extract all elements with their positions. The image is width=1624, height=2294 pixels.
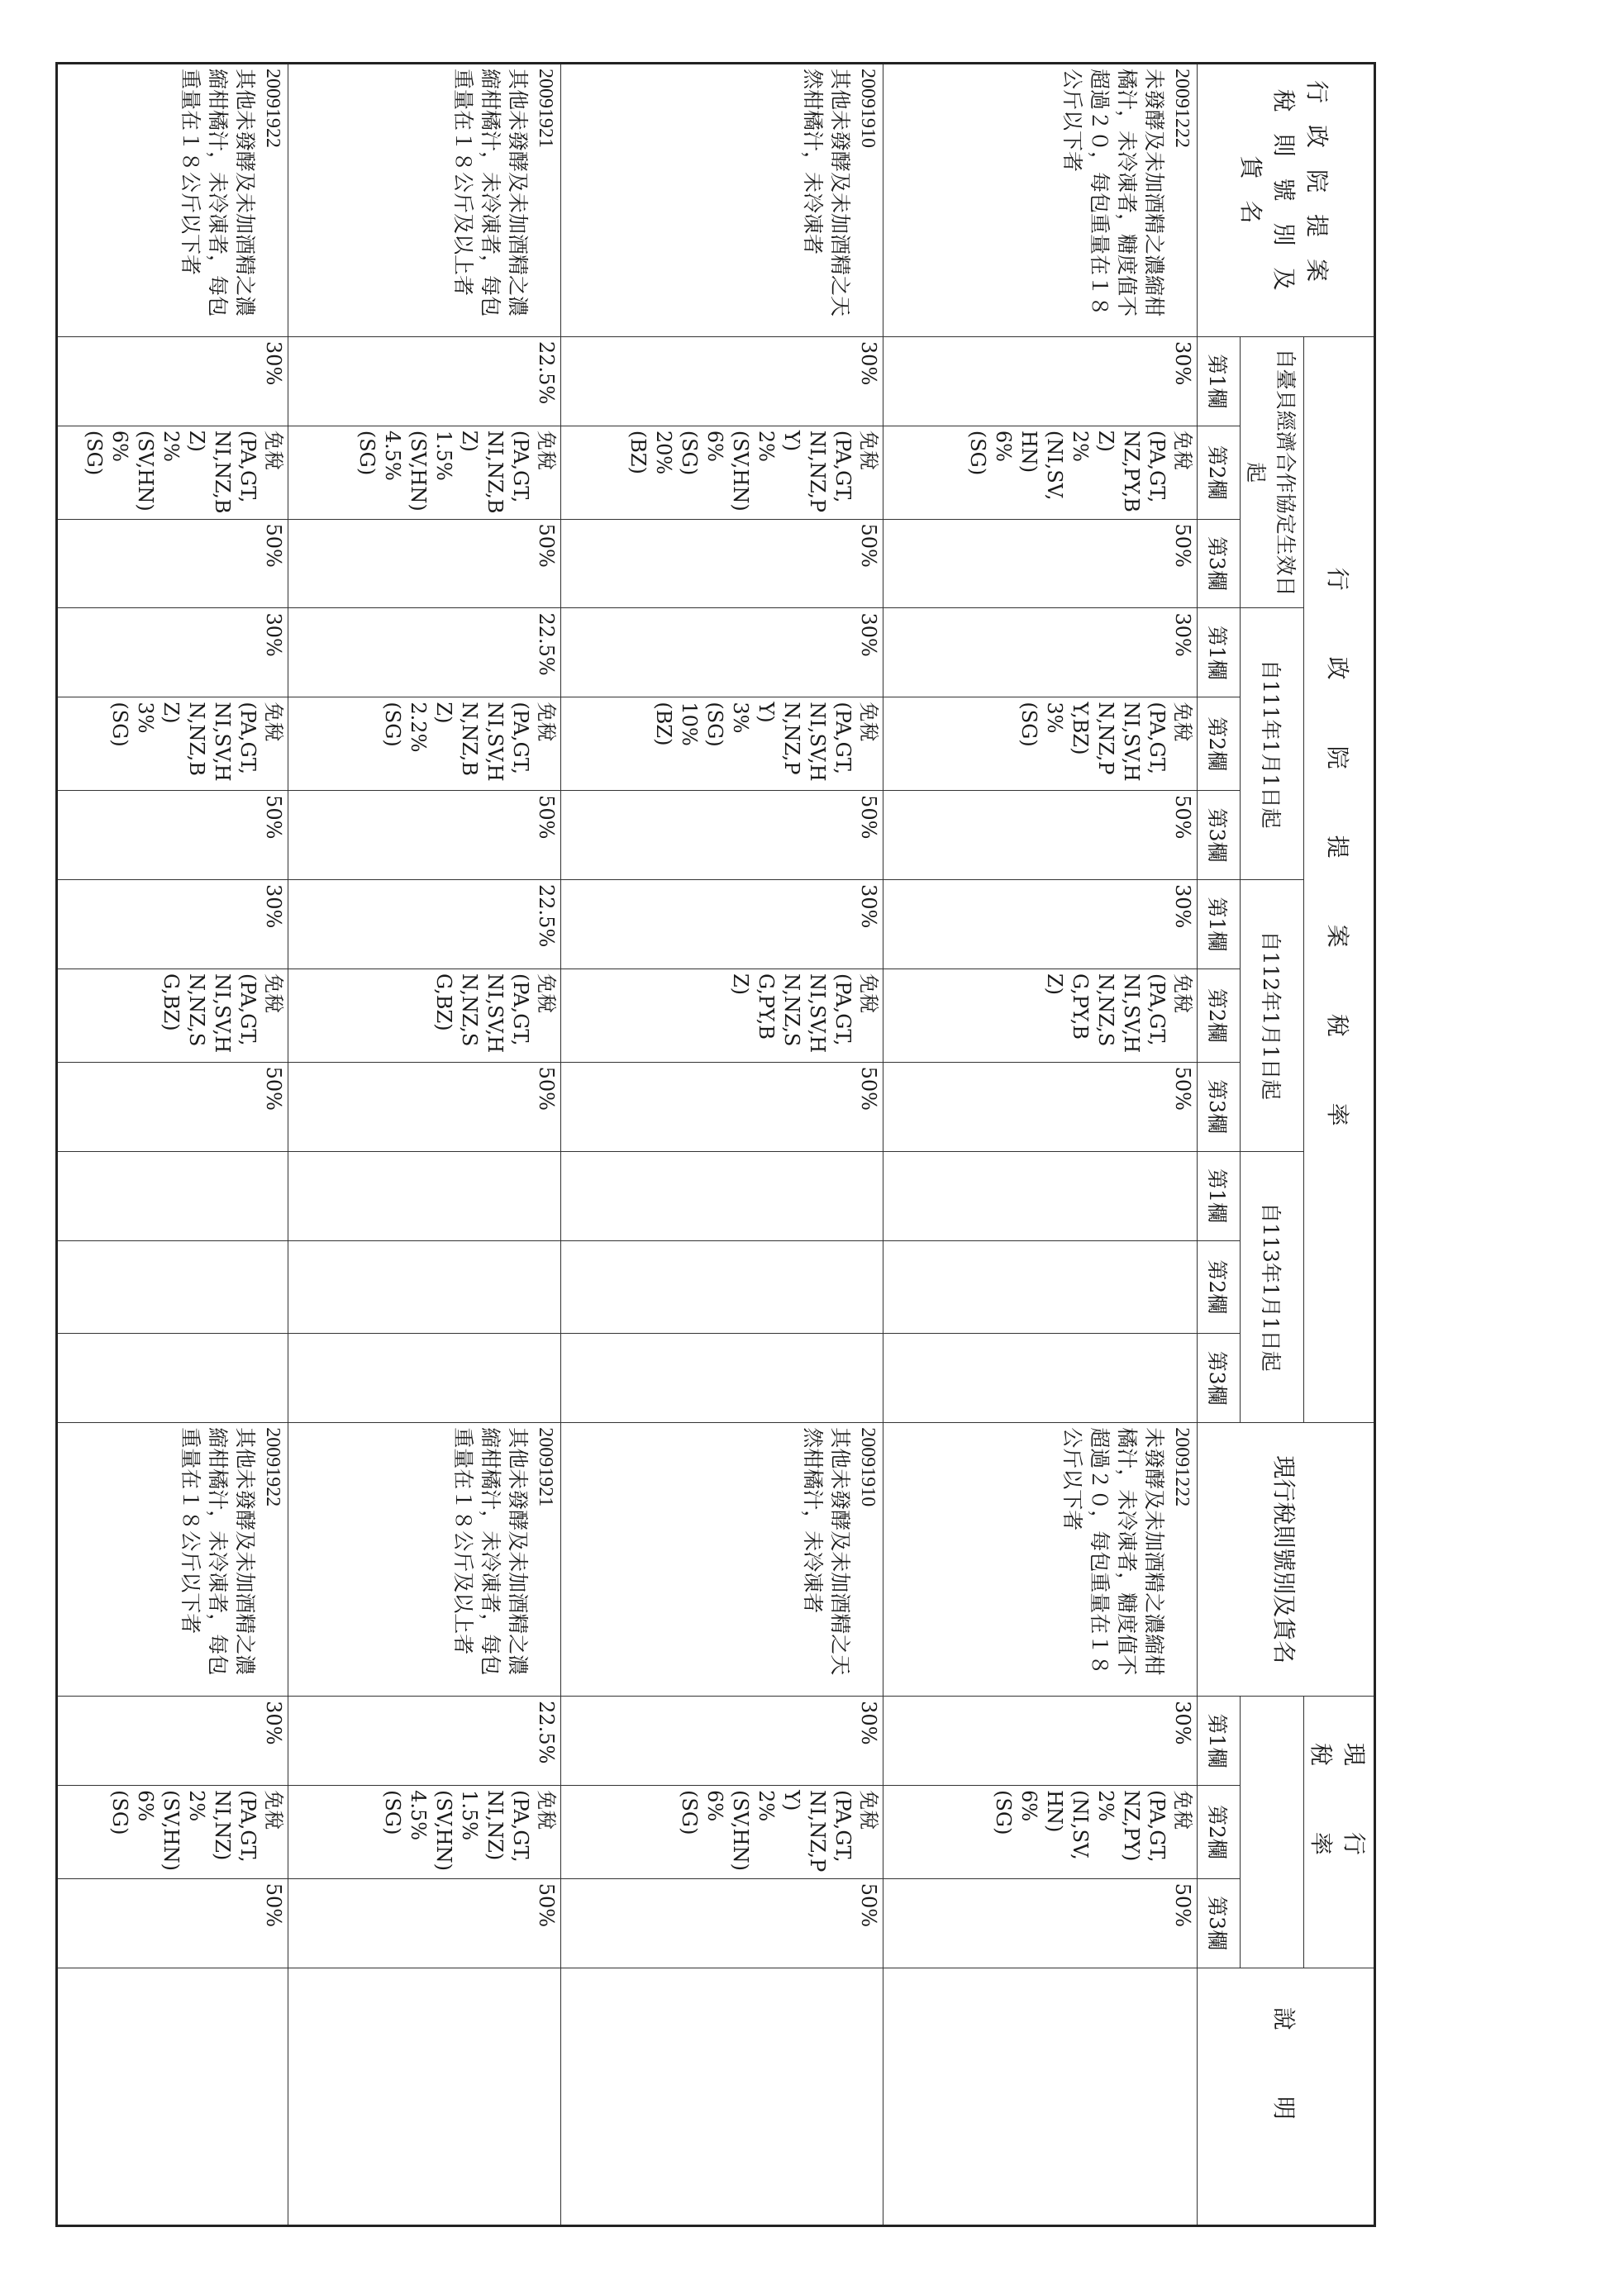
item-code: 20091910 [857,1427,879,1507]
rate-cell [561,1334,883,1423]
rate-cell: 50% [561,519,883,608]
rate-cell: 免稅 (PA,GT,NI,SV,HN,NZ,SG,BZ) [57,969,288,1062]
rate-cell: 30% [57,336,288,426]
proposal-item [288,64,561,337]
rate-cell: 免稅 (PA,GT,NI,SV,HN,NZ,PY,BZ) 3% (SG) [883,697,1198,791]
header-period-1: 自111年1月1日起 [1241,608,1304,880]
rate-cell: 50% [57,519,288,608]
proposal-item [883,64,1198,337]
col-3-label: 第3欄 [1198,1334,1241,1423]
item-code: 20091222 [1171,69,1193,148]
col-3-label: 第3欄 [1198,1878,1241,1968]
rate-cell [57,1240,288,1334]
rate-cell: 30% [57,608,288,697]
col-2-label: 第2欄 [1198,426,1241,519]
item-code: 20091910 [857,69,879,148]
col-3-label: 第3欄 [1198,1062,1241,1151]
rate-cell: 免稅 (PA,GT,NI,NZ,PY) 2% (SV,HN) 6% (SG) 20% (BZ) [561,426,883,519]
col-2-label: 第2欄 [1198,1240,1241,1334]
item-code: 20091222 [1171,1427,1193,1507]
header-proposal-code-line1: 行政院提案 [1303,80,1331,304]
rotated-table-frame [83,62,1376,2227]
col-1-label: 第1欄 [1198,1151,1241,1240]
rate-cell: 免稅 (PA,GT,NI,SV,HN,NZ,SG,PY,BZ) [561,969,883,1062]
col-2-label: 第2欄 [1198,969,1241,1062]
item-code: 20091922 [262,69,283,148]
rate-cell: 30% [561,1697,883,1786]
col-1-label: 第1欄 [1198,1697,1241,1786]
rate-cell: 30% [883,880,1198,969]
rate-cell [57,1151,288,1240]
rate-cell: 22.5% [288,608,561,697]
rate-cell: 30% [883,608,1198,697]
rate-cell [288,1334,561,1423]
header-current-code: 現行稅則號別及貨名 [1198,1423,1375,1697]
header-current-rates-sub [1241,1697,1304,1968]
header-proposal-code-line2: 稅則號別及貨名 [1237,88,1298,312]
rate-cell: 30% [883,1697,1198,1786]
rate-cell: 免稅 (PA,GT,NI,SV,HN,NZ,PY) 3% (SG) 10% (BZ) [561,697,883,791]
col-3-label: 第3欄 [1198,791,1241,880]
tariff-table [55,62,1376,2227]
rate-cell: 50% [57,791,288,880]
rate-cell: 50% [561,1062,883,1151]
rate-cell: 免稅 (PA,GT,NI,NZ,BZ) 1.5% (SV,HN) 4.5% (SG) [288,426,561,519]
remarks-cell [57,1968,288,2225]
proposal-item [561,64,883,337]
item-code: 20091922 [262,1427,283,1507]
header-proposed-rates: 行政院提案稅率 [1304,336,1375,1422]
rate-cell: 50% [288,519,561,608]
rate-cell: 免稅 (PA,GT,NI,NZ) 2% (SV,HN) 6% (SG) [57,1786,288,1879]
rate-cell [288,1151,561,1240]
rate-cell: 30% [561,336,883,426]
rate-cell: 50% [57,1062,288,1151]
table-row [57,64,288,2226]
item-description: 未發酵及未加酒精之濃縮柑橘汁，未冷凍者，糖度值不超過２０，每包重量在１８公斤以下者 [1060,1427,1166,1676]
header-row-3 [1198,64,1241,2226]
rate-cell: 30% [561,608,883,697]
rate-cell: 30% [561,880,883,969]
rate-cell: 50% [883,1878,1198,1968]
col-3-label: 第3欄 [1198,519,1241,608]
table-row [288,64,561,2226]
rate-cell: 免稅 (PA,GT,NI,NZ,PY) 2% (SV,HN) 6% (SG) [561,1786,883,1879]
rate-cell: 50% [883,1062,1198,1151]
rate-cell: 30% [883,336,1198,426]
item-code: 20091921 [535,69,556,148]
rate-cell: 22.5% [288,336,561,426]
item-description: 其他未發酵及未加酒精之濃縮柑橘汁，未冷凍者，每包重量在１８公斤及以上者 [451,1427,530,1676]
rate-cell: 30% [57,1697,288,1786]
current-item [57,1423,288,1697]
rate-cell: 22.5% [288,1697,561,1786]
rate-cell: 50% [883,791,1198,880]
header-proposal-code [1198,64,1375,337]
rate-cell [883,1151,1198,1240]
item-description: 其他未發酵及未加酒精之天然柑橘汁，未冷凍者 [801,1427,852,1676]
header-remarks: 說明 [1198,1968,1375,2225]
rate-cell: 50% [883,519,1198,608]
item-description: 其他未發酵及未加酒精之濃縮柑橘汁，未冷凍者，每包重量在１８公斤及以上者 [451,69,530,317]
proposal-item [57,64,288,337]
rate-cell: 免稅 (PA,GT,NI,SV,HN,NZ,SG,PY,BZ) [883,969,1198,1062]
header-row-2 [1241,64,1304,2226]
remarks-cell [288,1968,561,2225]
current-item [561,1423,883,1697]
item-code: 20091921 [535,1427,556,1507]
rate-cell: 50% [561,1878,883,1968]
rate-cell [883,1334,1198,1423]
table-row [561,64,883,2226]
item-description: 其他未發酵及未加酒精之濃縮柑橘汁，未冷凍者，每包重量在１８公斤以下者 [179,1427,257,1676]
rate-cell: 50% [561,791,883,880]
col-2-label: 第2欄 [1198,697,1241,791]
rate-cell [288,1240,561,1334]
col-1-label: 第1欄 [1198,336,1241,426]
item-description: 其他未發酵及未加酒精之天然柑橘汁，未冷凍者 [801,69,852,317]
header-current-rates: 現行稅率 [1304,1697,1375,1968]
rate-cell: 50% [288,1062,561,1151]
remarks-cell [883,1968,1198,2225]
rate-cell: 免稅 (PA,GT,NZ,PY,BZ) 2% (NI,SV,HN) 6% (SG) [883,426,1198,519]
col-1-label: 第1欄 [1198,608,1241,697]
rate-cell: 50% [57,1878,288,1968]
rate-cell: 免稅 (PA,GT,NI,SV,HN,NZ,BZ) 2.2% (SG) [288,697,561,791]
rate-cell: 22.5% [288,880,561,969]
rate-cell [561,1151,883,1240]
rate-cell: 免稅 (PA,GT,NI,NZ) 1.5% (SV,HN) 4.5% (SG) [288,1786,561,1879]
rate-cell: 免稅 (PA,GT,NI,NZ,BZ) 2% (SV,HN) 6% (SG) [57,426,288,519]
col-1-label: 第1欄 [1198,880,1241,969]
rate-cell: 免稅 (PA,GT,NI,SV,HN,NZ,BZ) 3% (SG) [57,697,288,791]
header-period-3: 自113年1月1日起 [1241,1151,1304,1423]
item-description: 其他未發酵及未加酒精之濃縮柑橘汁，未冷凍者，每包重量在１８公斤以下者 [179,69,257,317]
header-row-1 [1304,64,1375,2226]
rate-cell [883,1240,1198,1334]
rate-cell [561,1240,883,1334]
rate-cell: 30% [57,880,288,969]
rate-cell: 50% [288,791,561,880]
current-item [288,1423,561,1697]
table-row [883,64,1198,2226]
col-2-label: 第2欄 [1198,1786,1241,1879]
rate-cell: 50% [288,1878,561,1968]
current-item [883,1423,1198,1697]
rate-cell: 免稅 (PA,GT,NZ,PY) 2% (NI,SV,HN) 6% (SG) [883,1786,1198,1879]
rate-cell: 免稅 (PA,GT,NI,SV,HN,NZ,SG,BZ) [288,969,561,1062]
rate-cell [57,1334,288,1423]
header-period-0: 自臺貝經濟合作協定生效日起 [1241,336,1304,608]
item-description: 未發酵及未加酒精之濃縮柑橘汁，未冷凍者，糖度值不超過２０，每包重量在１８公斤以下者 [1060,69,1166,317]
remarks-cell [561,1968,883,2225]
header-period-2: 自112年1月1日起 [1241,880,1304,1152]
